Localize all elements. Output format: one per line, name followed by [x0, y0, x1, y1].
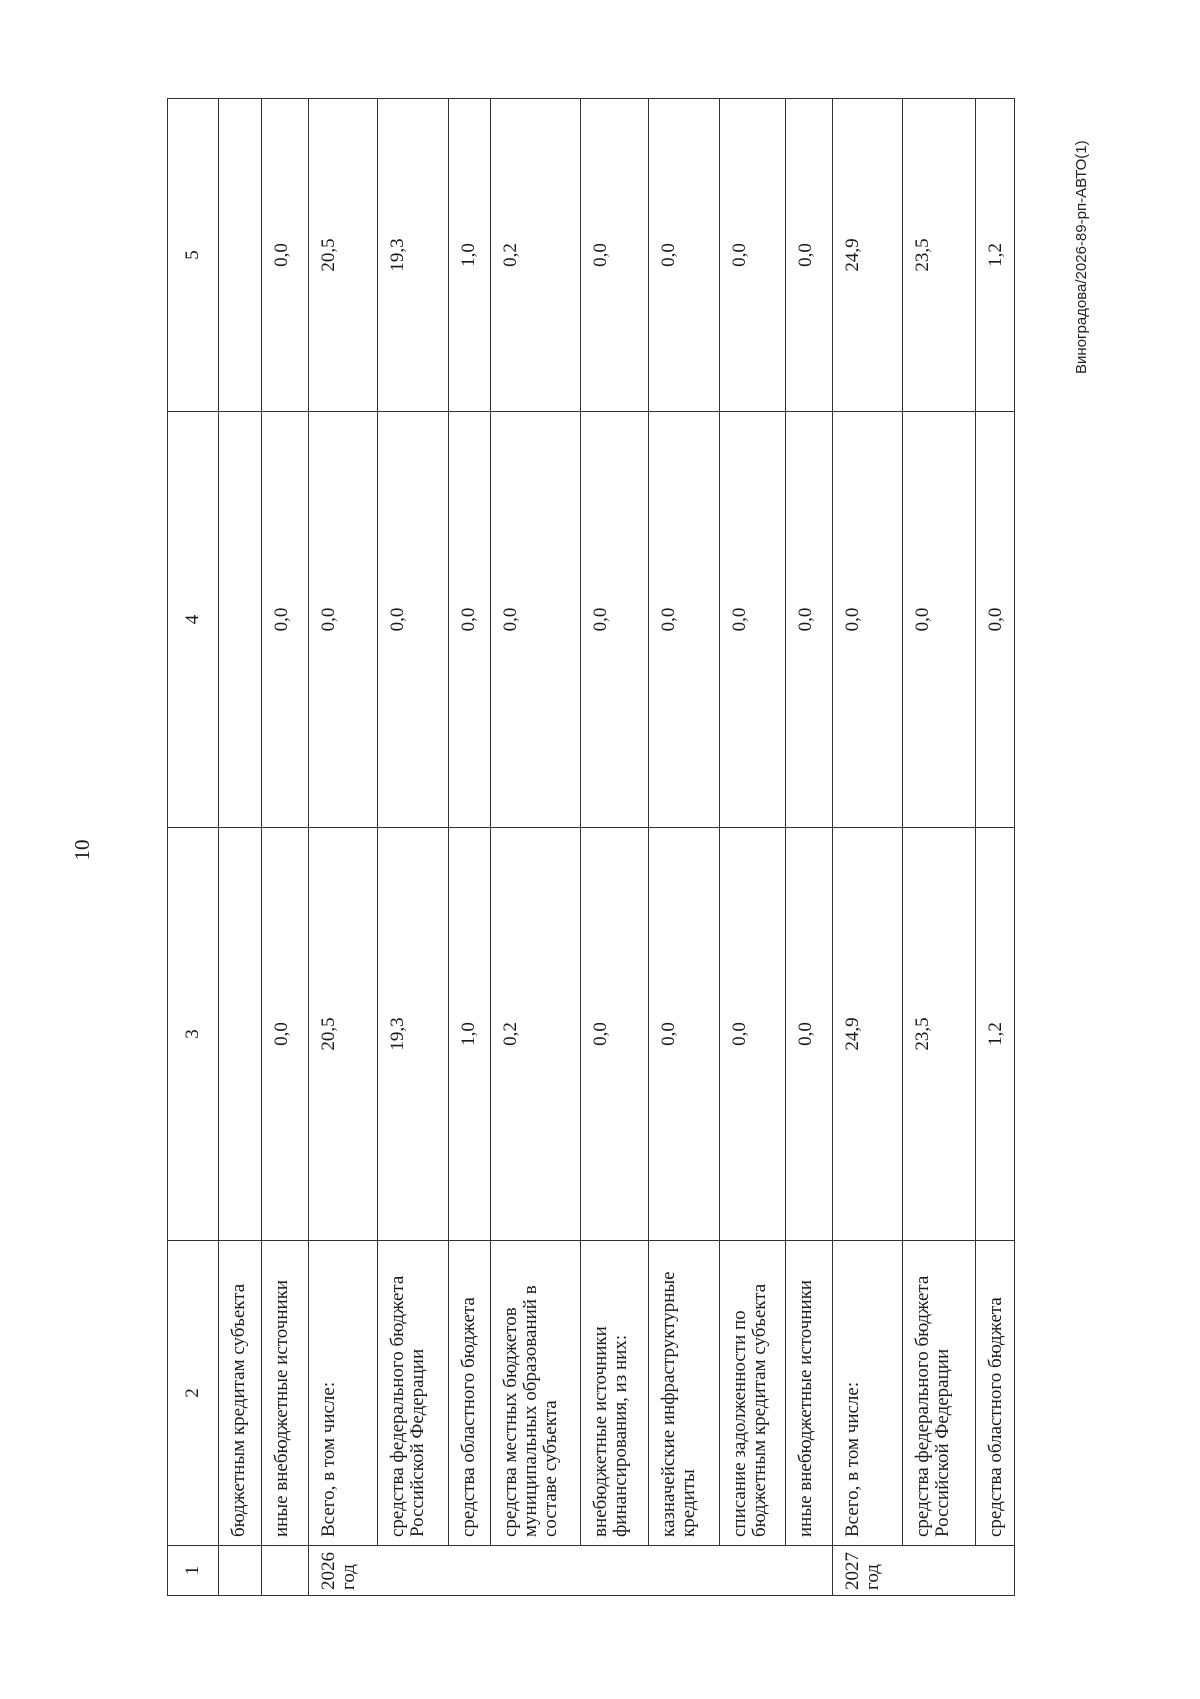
- document-code: Виноградова/2026-89-рп-АВТО(1): [1073, 140, 1090, 374]
- value-cell-col5: [219, 99, 262, 412]
- value-cell-col3: 0,0: [720, 828, 786, 1241]
- table-row: [262, 99, 309, 1596]
- value-cell-col5: 24,9: [833, 99, 903, 412]
- year-cell: [976, 1546, 1015, 1596]
- year-cell: [786, 1546, 833, 1596]
- year-cell: [649, 1546, 720, 1596]
- table-row: [309, 99, 378, 1596]
- table-row: [378, 99, 449, 1596]
- value-cell-col5: 0,0: [262, 99, 309, 412]
- value-cell-col3: 20,5: [309, 828, 378, 1241]
- value-cell-col3: [219, 828, 262, 1241]
- value-cell-col4: 0,0: [833, 412, 903, 828]
- value-cell-col4: 0,0: [786, 412, 833, 828]
- year-cell: [720, 1546, 786, 1596]
- value-cell-col4: 0,0: [262, 412, 309, 828]
- table-row: [491, 99, 581, 1596]
- value-cell-col3: 0,2: [491, 828, 581, 1241]
- financing-table: [167, 98, 1015, 1596]
- header-row: [168, 99, 219, 1596]
- year-cell: [903, 1546, 976, 1596]
- source-cell: казначейские инфраструктурные кредиты: [649, 1241, 720, 1546]
- year-cell: [262, 1546, 309, 1596]
- value-cell-col4: 0,0: [976, 412, 1015, 828]
- value-cell-col4: 0,0: [309, 412, 378, 828]
- source-cell: средства федерального бюджета Российской Федерации: [903, 1241, 976, 1546]
- value-cell-col4: 0,0: [649, 412, 720, 828]
- value-cell-col5: 0,0: [581, 99, 649, 412]
- value-cell-col5: 0,0: [649, 99, 720, 412]
- value-cell-col5: 23,5: [903, 99, 976, 412]
- table-row: [976, 99, 1015, 1596]
- value-cell-col4: 0,0: [903, 412, 976, 828]
- value-cell-col4: 0,0: [720, 412, 786, 828]
- value-cell-col4: 0,0: [491, 412, 581, 828]
- col-header-3: 3: [168, 828, 219, 1241]
- year-cell: [219, 1546, 262, 1596]
- value-cell-col5: 0,0: [786, 99, 833, 412]
- value-cell-col5: 1,0: [449, 99, 491, 412]
- value-cell-col3: 0,0: [581, 828, 649, 1241]
- source-cell: списание задолженности по бюджетным кредитам субъекта: [720, 1241, 786, 1546]
- value-cell-col3: 19,3: [378, 828, 449, 1241]
- col-header-2: 2: [168, 1241, 219, 1546]
- year-cell: [491, 1546, 581, 1596]
- source-cell: средства федерального бюджета Российской Федерации: [378, 1241, 449, 1546]
- value-cell-col3: 0,0: [649, 828, 720, 1241]
- source-cell: иные внебюджетные источники: [786, 1241, 833, 1546]
- value-cell-col3: 24,9: [833, 828, 903, 1241]
- value-cell-col5: 0,0: [720, 99, 786, 412]
- source-cell: иные внебюджетные источники: [262, 1241, 309, 1546]
- value-cell-col4: 0,0: [449, 412, 491, 828]
- year-cell: 2027 год: [833, 1546, 903, 1596]
- source-cell: средства областного бюджета: [449, 1241, 491, 1546]
- value-cell-col4: 0,0: [581, 412, 649, 828]
- source-cell: Всего, в том числе:: [309, 1241, 378, 1546]
- value-cell-col3: 1,2: [976, 828, 1015, 1241]
- year-cell: 2026 год: [309, 1546, 378, 1596]
- table-row: [649, 99, 720, 1596]
- table-row: [903, 99, 976, 1596]
- value-cell-col3: 23,5: [903, 828, 976, 1241]
- table-row: [720, 99, 786, 1596]
- table-row: [833, 99, 903, 1596]
- source-cell: бюджетным кредитам субъекта: [219, 1241, 262, 1546]
- value-cell-col3: 1,0: [449, 828, 491, 1241]
- source-cell: внебюджетные источники финансирования, из них:: [581, 1241, 649, 1546]
- table-row: [449, 99, 491, 1596]
- col-header-1: 1: [168, 1546, 219, 1596]
- value-cell-col4: 0,0: [378, 412, 449, 828]
- table-row: [219, 99, 262, 1596]
- source-cell: Всего, в том числе:: [833, 1241, 903, 1546]
- page-number: 10: [70, 839, 94, 861]
- value-cell-col4: [219, 412, 262, 828]
- value-cell-col5: 1,2: [976, 99, 1015, 412]
- source-cell: средства областного бюджета: [976, 1241, 1015, 1546]
- year-cell: [581, 1546, 649, 1596]
- value-cell-col3: 0,0: [262, 828, 309, 1241]
- value-cell-col5: 19,3: [378, 99, 449, 412]
- table-row: [786, 99, 833, 1596]
- value-cell-col5: 0,2: [491, 99, 581, 412]
- col-header-5: 5: [168, 99, 219, 412]
- source-cell: средства местных бюджетов муниципальных образований в составе субъекта: [491, 1241, 581, 1546]
- year-cell: [378, 1546, 449, 1596]
- col-header-4: 4: [168, 412, 219, 828]
- value-cell-col3: 0,0: [786, 828, 833, 1241]
- value-cell-col5: 20,5: [309, 99, 378, 412]
- table-row: [581, 99, 649, 1596]
- year-cell: [449, 1546, 491, 1596]
